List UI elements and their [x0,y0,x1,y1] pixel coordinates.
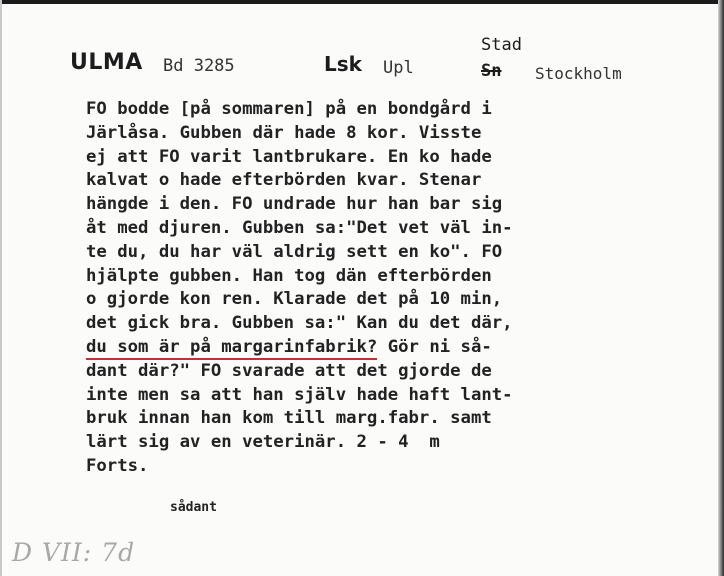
text-line: lärt sig av en veterinär. 2 - 4 m [86,432,440,453]
text-line: Järlåsa. Gubben där hade 8 kor. Visste [86,122,482,143]
text-line [86,336,706,360]
stad-label: Stad [481,35,522,55]
underlined-phrase: du som är på margarinfabrik? [86,337,377,360]
record-text [86,98,706,479]
text-line: Forts. [86,455,149,476]
text-line: hängde i den. FO undrade hur han bar sig [86,194,503,215]
overtyped-word: sådant [170,500,217,515]
pencil-classification-note: D VII: 7d [12,538,136,567]
card-left-edge [0,0,2,576]
text-line: o gjorde kon ren. Klarade det på 10 min, [86,289,503,310]
text-line: inte men sa att han själv hade haft lant- [86,384,513,405]
text-line: FO bodde [på sommaren] på en bondgård i [86,99,492,119]
socken-label: Sn [481,61,502,81]
text-line: dant där?" FO svarade att det gjorde de [86,360,492,381]
text-line: hjälpte gubben. Han tog dän efterbörden [86,265,492,286]
text-line: kalvat o hade efterbörden kvar. Stenar [86,170,482,191]
landskap-value: Upl [383,58,414,78]
landskap-label: Lsk [324,52,362,76]
card-right-edge [718,0,724,576]
volume-reference: Bd 3285 [163,56,235,76]
text-line: te du, du har väl aldrig sett en ko". FO [86,241,503,262]
text-line: ej att FO varit lantbrukare. En ko hade [86,146,492,167]
text-line: åt med djuren. Gubben sa:"Det vet väl in- [86,217,513,238]
text-line: det gick bra. Gubben sa:" Kan du det där, [86,313,513,334]
card-top-edge [0,0,724,4]
archive-name: ULMA [70,50,143,75]
text-line-rest: Gör ni så- [377,336,492,357]
place-value: Stockholm [535,64,622,83]
text-line: bruk innan han kom till marg.fabr. samt [86,408,492,429]
